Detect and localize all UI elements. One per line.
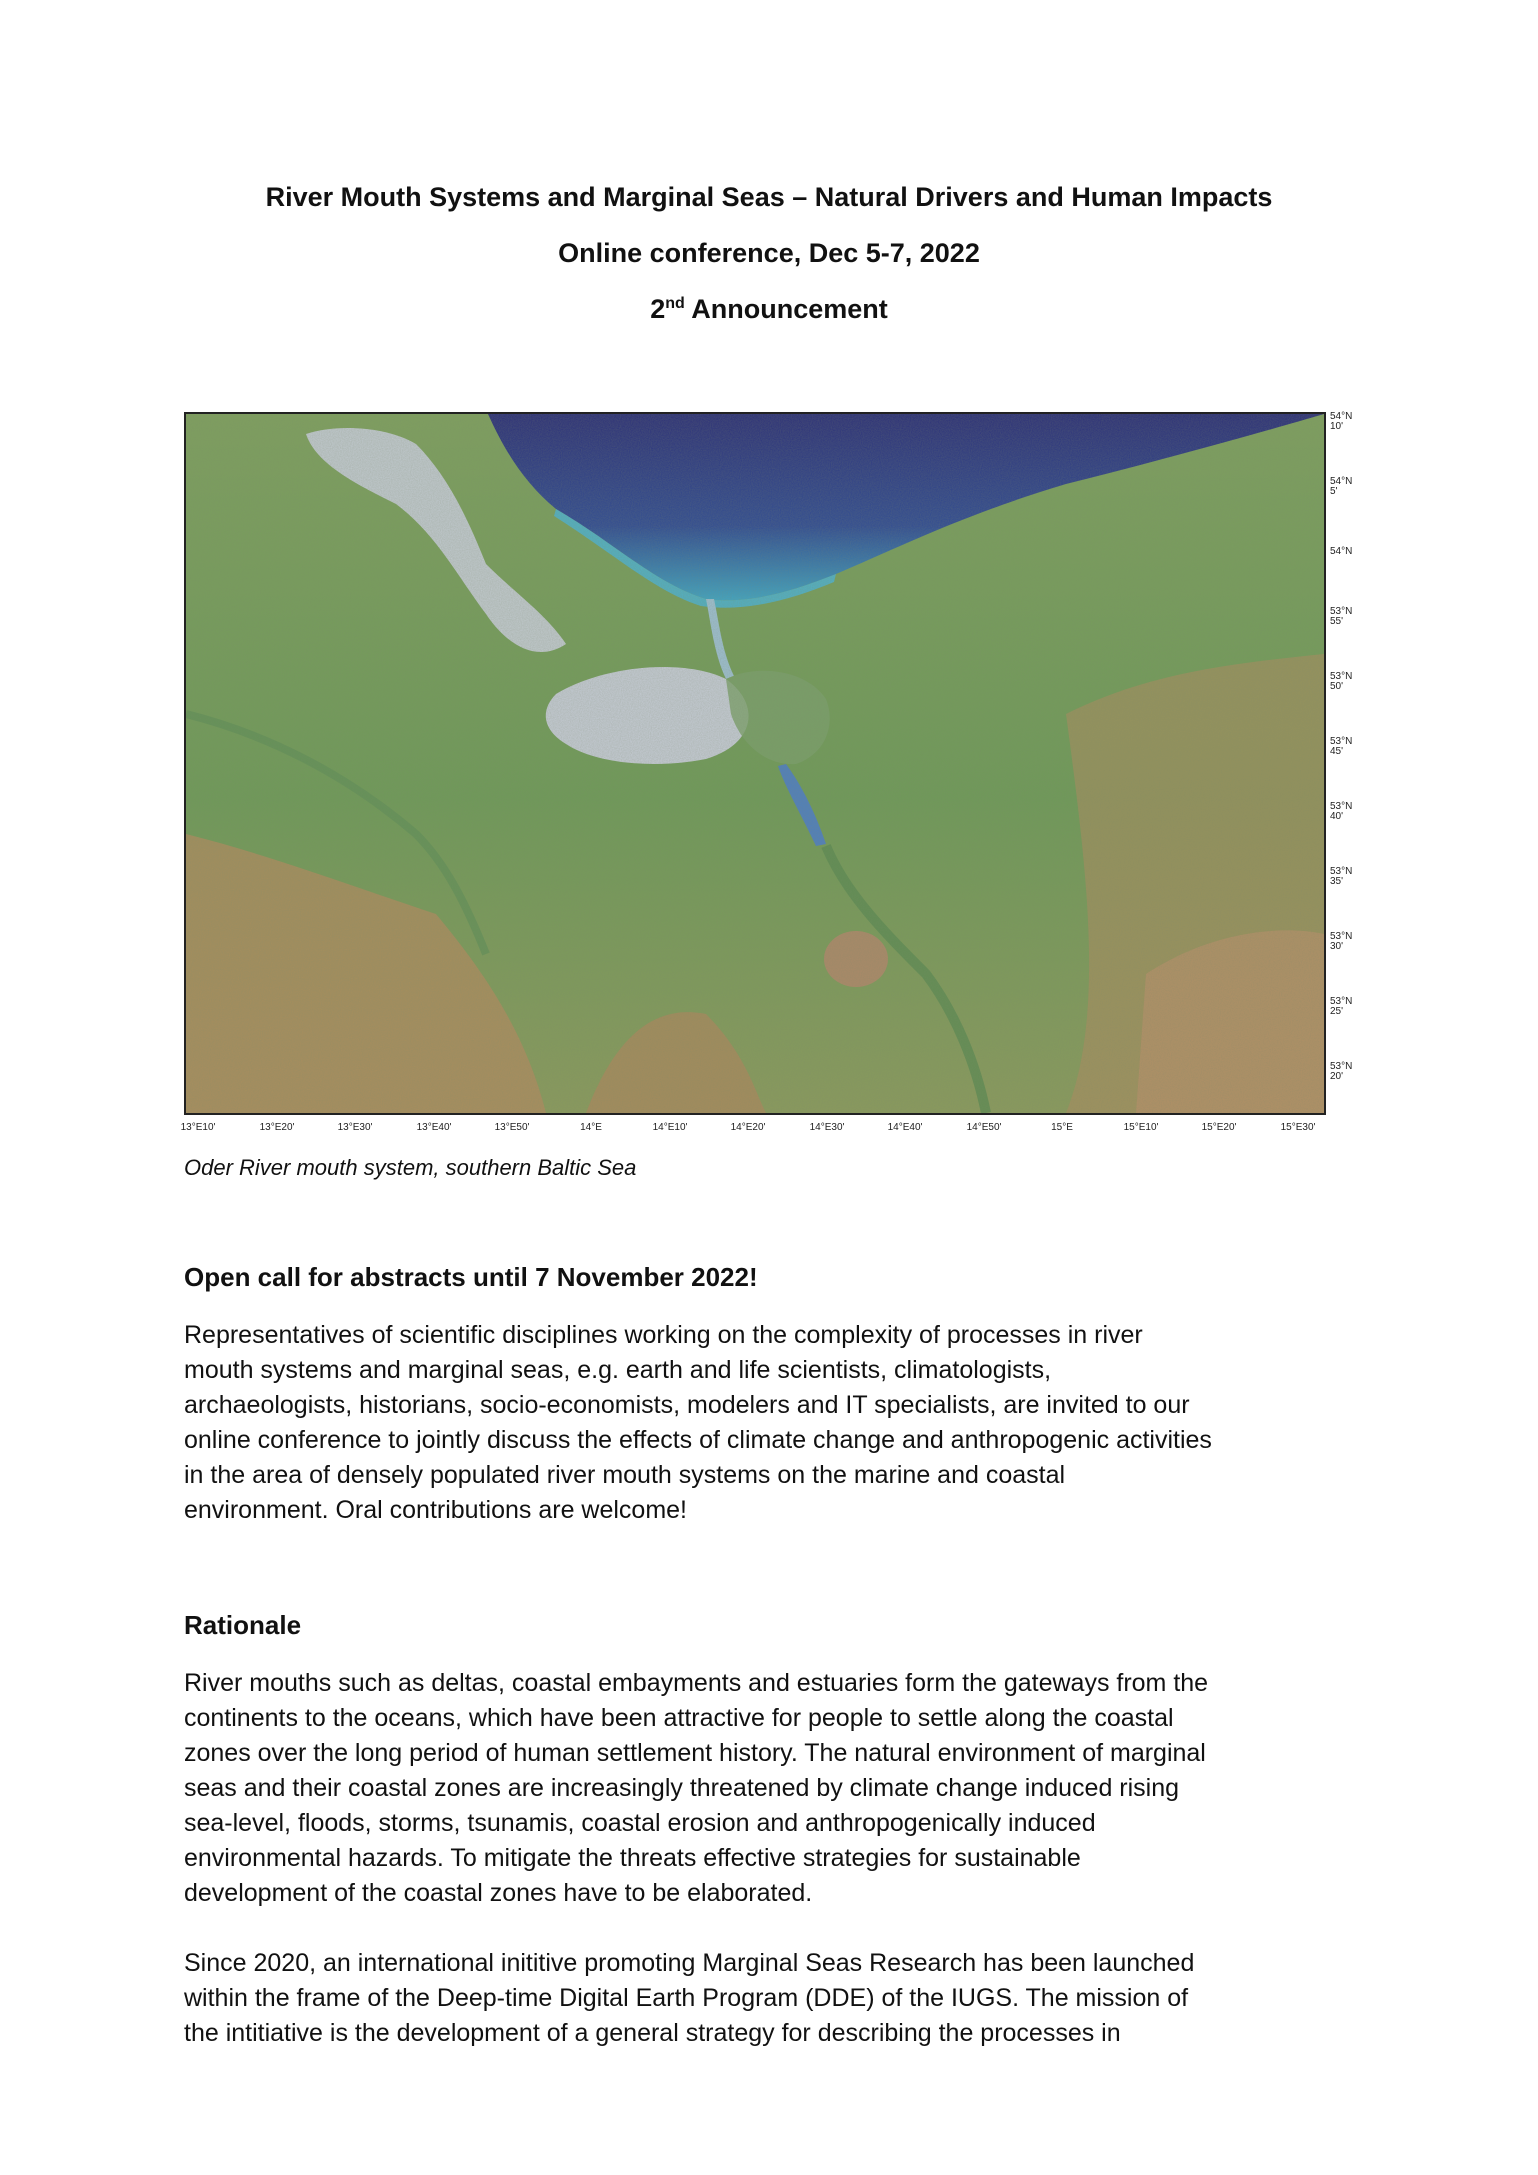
lon-label: 14°E50'	[966, 1122, 1002, 1133]
rationale-paragraph-1	[184, 1666, 1364, 1911]
lat-label: 54°N 5'	[1330, 476, 1353, 497]
conference-subtitle: Online conference, Dec 5-7, 2022	[558, 238, 980, 268]
lat-label: 53°N 35'	[1330, 866, 1353, 887]
lat-label: 53°N 55'	[1330, 606, 1353, 627]
lon-label: 14°E10'	[652, 1122, 688, 1133]
map-caption: Oder River mouth system, southern Baltic Sea	[184, 1155, 637, 1180]
map-figure	[180, 410, 1353, 1133]
call-paragraph	[184, 1318, 1364, 1528]
announcement-label	[0, 290, 1538, 328]
text-line: in the area of densely populated river mouth systems on the marine and coastal	[184, 1461, 1066, 1489]
lon-label: 13°E30'	[337, 1122, 373, 1133]
text-line: development of the coastal zones have to be elaborated.	[184, 1879, 813, 1907]
text-line: within the frame of the Deep-time Digital Earth Program (DDE) of the IUGS. The mission of	[184, 1984, 1189, 2012]
text-line: Representatives of scientific disciplines working on the complexity of processes in river	[184, 1321, 1143, 1349]
text-line: sea-level, floods, storms, tsunamis, coastal erosion and anthropogenically induced	[184, 1809, 1096, 1837]
lon-label: 15°E	[1051, 1122, 1073, 1133]
lon-label: 13°E40'	[416, 1122, 452, 1133]
lat-label: 54°N	[1330, 546, 1353, 557]
announcement-number: 2	[650, 294, 666, 324]
lat-label: 54°N 10'	[1330, 411, 1353, 432]
lat-label: 53°N 45'	[1330, 736, 1353, 757]
lon-label: 14°E40'	[887, 1122, 923, 1133]
rationale-paragraph-2	[184, 1946, 1364, 2051]
text-line: River mouths such as deltas, coastal embayments and estuaries form the gateways from the	[184, 1669, 1209, 1697]
header-block	[0, 178, 1538, 346]
text-line: online conference to jointly discuss the effects of climate change and anthropogenic activities	[184, 1426, 1212, 1454]
lon-label: 13°E50'	[494, 1122, 530, 1133]
lon-label: 13°E10'	[180, 1122, 216, 1133]
lon-label: 13°E20'	[259, 1122, 295, 1133]
lat-label: 53°N 50'	[1330, 671, 1353, 692]
announcement-ordinal: nd	[665, 295, 685, 312]
relief-map	[184, 412, 1326, 1115]
lon-label: 15°E10'	[1123, 1122, 1159, 1133]
text-line: environment. Oral contributions are welcome!	[184, 1496, 688, 1524]
rationale-heading: Rationale	[184, 1610, 302, 1640]
text-line: continents to the oceans, which have been attractive for people to settle along the coastal	[184, 1704, 1174, 1732]
lon-label: 14°E	[580, 1122, 602, 1133]
lat-label: 53°N 40'	[1330, 801, 1353, 822]
text-line: environmental hazards. To mitigate the threats effective strategies for sustainable	[184, 1844, 1081, 1872]
lat-label: 53°N 30'	[1330, 931, 1353, 952]
text-line: the intitiative is the development of a general strategy for describing the processes in	[184, 2019, 1121, 2047]
call-heading: Open call for abstracts until 7 November 2022!	[184, 1262, 758, 1292]
conference-title: River Mouth Systems and Marginal Seas – Natural Drivers and Human Impacts	[265, 182, 1273, 212]
lon-label: 15°E20'	[1201, 1122, 1237, 1133]
text-line: archaeologists, historians, socio-economists, modelers and IT specialists, are invited to our	[184, 1391, 1190, 1419]
lat-label: 53°N 25'	[1330, 996, 1353, 1017]
text-line: seas and their coastal zones are increasingly threatened by climate change induced rising	[184, 1774, 1180, 1802]
relief-map-graphic	[186, 414, 1324, 1113]
announcement-text: Announcement	[684, 294, 888, 324]
lon-label: 14°E30'	[809, 1122, 845, 1133]
lat-label: 53°N 20'	[1330, 1061, 1353, 1082]
lon-label: 15°E30'	[1280, 1122, 1316, 1133]
lon-label: 14°E20'	[730, 1122, 766, 1133]
relief-texture	[186, 414, 1324, 1113]
text-line: zones over the long period of human settlement history. The natural environment of marginal	[184, 1739, 1206, 1767]
text-line: Since 2020, an international inititive promoting Marginal Seas Research has been launched	[184, 1949, 1195, 1977]
text-line: mouth systems and marginal seas, e.g. earth and life scientists, climatologists,	[184, 1356, 1052, 1384]
